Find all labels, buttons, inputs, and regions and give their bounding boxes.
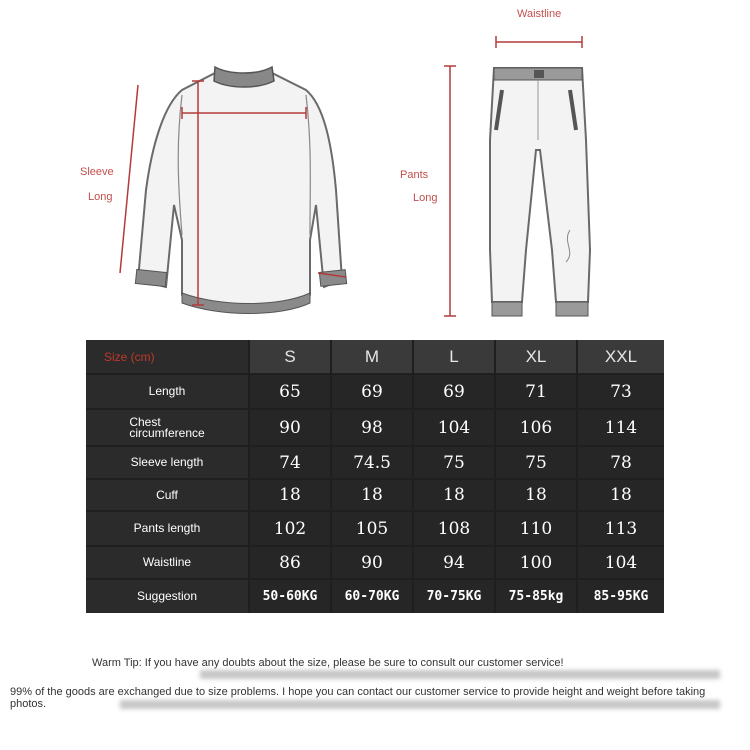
table-cell: 70-75KG — [414, 580, 494, 613]
table-cell: 75 — [414, 447, 494, 478]
table-cell: 18 — [414, 480, 494, 510]
blurred-text — [120, 700, 720, 709]
table-cell: 18 — [250, 480, 330, 510]
row-label: Chest circumference — [86, 410, 248, 445]
table-cell: 85-95KG — [578, 580, 664, 613]
table-cell: 73 — [578, 375, 664, 408]
size-header: M — [332, 340, 412, 373]
row-label: Cuff — [86, 480, 248, 510]
row-label: Waistline — [86, 547, 248, 578]
pants-label: Pants — [400, 169, 429, 181]
size-header: S — [250, 340, 330, 373]
warm-tip: Warm Tip: If you have any doubts about the size, please be sure to consult our customer service! — [92, 657, 564, 669]
table-cell: 18 — [578, 480, 664, 510]
table-cell: 114 — [578, 410, 664, 445]
table-cell: 18 — [332, 480, 412, 510]
table-cell: 18 — [496, 480, 576, 510]
size-note: 99% of the goods are exchanged due to size problems. I hope you can contact our customer service to provide height and weight before taking photos. — [10, 686, 706, 710]
table-cell: 98 — [332, 410, 412, 445]
size-corner-header: Size (cm) — [86, 340, 248, 373]
table-cell: 104 — [578, 547, 664, 578]
table-cell: 110 — [496, 512, 576, 545]
row-label: Sleeve length — [86, 447, 248, 478]
table-cell: 106 — [496, 410, 576, 445]
size-table — [86, 340, 664, 613]
table-cell: 69 — [414, 375, 494, 408]
sleeve-long-label: Long — [88, 191, 113, 203]
table-cell: 74.5 — [332, 447, 412, 478]
table-cell: 75-85kg — [496, 580, 576, 613]
sweater-illustration — [110, 55, 360, 320]
table-cell: 94 — [414, 547, 494, 578]
table-cell: 86 — [250, 547, 330, 578]
sleeve-label: Sleeve — [80, 166, 114, 178]
table-cell: 104 — [414, 410, 494, 445]
table-cell: 60-70KG — [332, 580, 412, 613]
pants-long-label: Long — [413, 192, 438, 204]
table-cell: 105 — [332, 512, 412, 545]
table-cell: 100 — [496, 547, 576, 578]
table-cell: 113 — [578, 512, 664, 545]
table-cell: 69 — [332, 375, 412, 408]
blurred-text — [200, 670, 720, 679]
pants-illustration — [430, 30, 610, 325]
table-cell: 108 — [414, 512, 494, 545]
size-header: L — [414, 340, 494, 373]
row-label: Suggestion — [86, 580, 248, 613]
table-cell: 90 — [250, 410, 330, 445]
row-label: Length — [86, 375, 248, 408]
table-cell: 74 — [250, 447, 330, 478]
row-label: Pants length — [86, 512, 248, 545]
table-cell: 102 — [250, 512, 330, 545]
table-cell: 75 — [496, 447, 576, 478]
waistline-label: Waistline — [517, 8, 562, 20]
table-cell: 78 — [578, 447, 664, 478]
table-cell: 71 — [496, 375, 576, 408]
table-cell: 65 — [250, 375, 330, 408]
table-cell: 50-60KG — [250, 580, 330, 613]
table-cell: 90 — [332, 547, 412, 578]
size-header: XL — [496, 340, 576, 373]
size-header: XXL — [578, 340, 664, 373]
